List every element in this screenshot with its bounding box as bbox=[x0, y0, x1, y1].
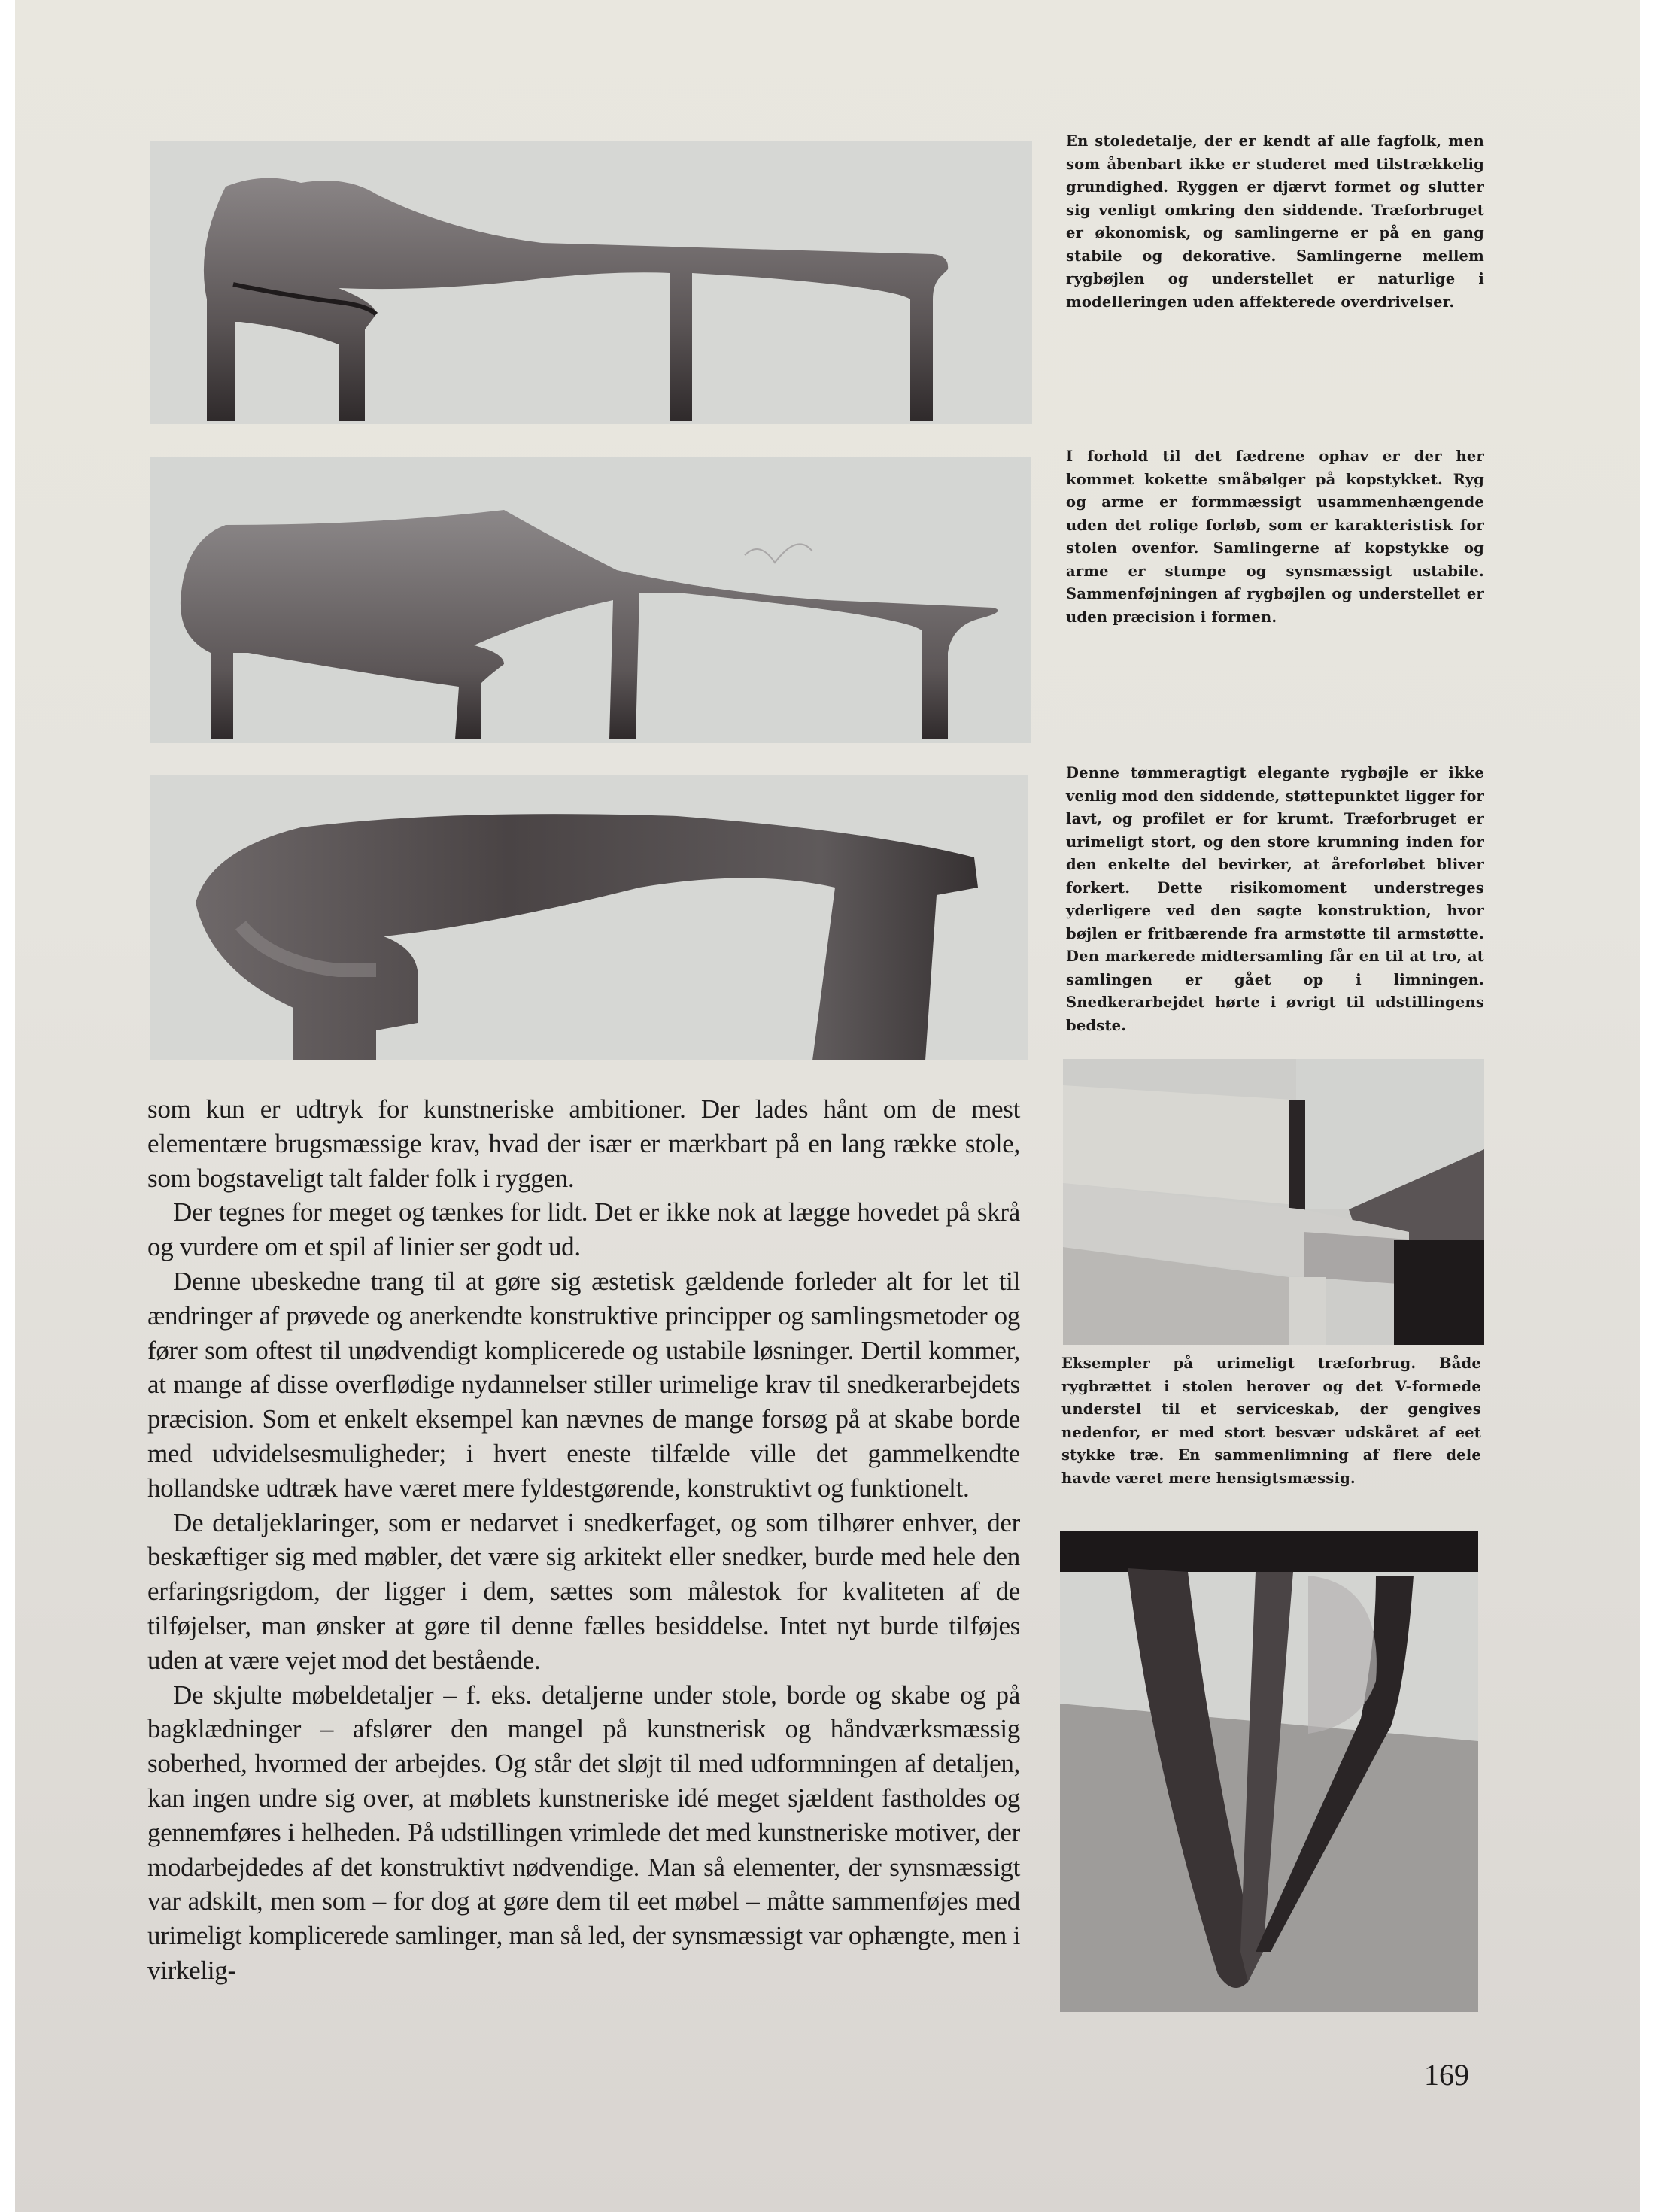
figure-caption-4: Eksempler på urimeligt træforbrug. Både rygbrættet i stolen herover og det V-formede understel til et serviceskab, der gengives nedenfor, er med stort besvær udskåret af eet stykke træ. En sammenlimning af flere dele havde været mere hensigtsmæssig. bbox=[1061, 1355, 1481, 1487]
figure-caption-1: En stoledetalje, der er kendt af alle fagfolk, men som åbenbart ikke er studeret med tilstrækkelig grundighed. Ryggen er djærvt formet og slutter sig venligt omkring den siddende. Træforbruget er økonomisk, og samlingerne er på en gang stabile og dekorative. Samlingerne mellem rygbøjlen og understellet er naturlige i modelleringen uden affekterede overdrivelser. bbox=[1066, 132, 1484, 311]
body-paragraph: Der tegnes for meget og tænkes for lidt. Det er ikke nok at lægge hovedet på skrå og vurdere om et spil af linier ser godt ud. bbox=[147, 1197, 1020, 1262]
backboard-joint-photo bbox=[1063, 1059, 1484, 1345]
v-shaped-base-photo bbox=[1060, 1531, 1478, 2012]
body-text bbox=[147, 1092, 1020, 1988]
figure-caption-3: Denne tømmeragtigt elegante rygbøjle er ikke venlig mod den siddende, støttepunktet ligger for lavt, og profilet er for krumt. Træforbruget er urimeligt stort, og den store krumning inden for den enkelte del bevirker, at åreforløbet bliver forkert. Dette risikomoment understreges yderligere ved den søgte konstruktion, hvor bøjlen er fritbærende fra armstøtte til armstøtte. Den markerede midtersamling får en til at tro, at samlingen er gået op i limningen. Snedkerarbejdet hørte i øvrigt til udstillingens bedste. bbox=[1066, 764, 1484, 1034]
chair-detail-photo-1 bbox=[150, 141, 1032, 424]
chair-backrest-illustration bbox=[150, 141, 1032, 424]
v-shaped-cabinet-base-illustration bbox=[1060, 1531, 1478, 2012]
body-paragraph: De detaljeklaringer, som er nedarvet i snedkerfaget, og som tilhører enhver, der beskæftiger sig med møbler, det være sig arkitekt eller snedker, burde med hele den erfaringsrigdom, der ligger i dem, sættes som målestok for kvaliteten af de tilføjelser, man ønsker at gøre til denne fælles besiddelse. Intet nyt burde tilføjes uden at være vejet mod det bestående. bbox=[147, 1507, 1020, 1675]
page-number: 169 bbox=[1424, 2058, 1469, 2092]
figure-caption-2: I forhold til det fædrene ophav er der her kommet kokette småbølger på kopstykket. Ryg og arme er formmæssigt usammenhængende uden det rolige forløb, som er karakteristisk for stolen ovenfor. Samlingerne af kopstykke og arme er stumpe og synsmæssigt ustabile. Sammenføjningen af rygbøjlen og understellet er uden præcision i formen. bbox=[1066, 448, 1484, 626]
body-paragraph: Denne ubeskedne trang til at gøre sig æstetisk gældende forleder alt for let til ændringer af prøvede og anerkendte konstruktive principper og samlingsmetoder og fører som oftest til unødvendigt komplicerede og ustabile løsninger. Dertil kommer, at mange af disse overflødige nydannelser stiller urimelige krav til snedkerarbejdets præcision. Som et enkelt eksempel kan nævnes de mange forsøg på at skabe borde med udvidelsesmuligheder; i hvert eneste tilfælde ville det gammelkendte hollandske udtræk have været mere fyldestgørende, konstruktivt og funktionelt. bbox=[147, 1266, 1020, 1503]
chair-curved-back-rail-illustration bbox=[150, 775, 1028, 1060]
chair-wavy-top-rail-illustration bbox=[150, 457, 1031, 743]
book-page bbox=[15, 0, 1640, 2212]
chair-detail-photo-3 bbox=[150, 775, 1028, 1060]
chair-detail-photo-2 bbox=[150, 457, 1031, 743]
body-paragraph: De skjulte møbeldetaljer – f. eks. detaljerne under stole, borde og skabe og på bagklædninger – afslører den mangel på kunstnerisk og håndværksmæssig soberhed, hvormed der arbejdes. Og står det sløjt til med udformningen af detaljen, kan ingen undre sig over, at møblets kunstneriske idé meget sjældent fastholdes og gennemføres i helheden. På udstillingen vrimlede det med kunstneriske motiver, der modarbejdedes af det konstruktivt nødvendige. Man så elementer, der synsmæssigt var adskilt, men som – for dog at gøre dem til eet møbel – måtte sammenføjes med urimeligt komplicerede samlinger, man så led, der synsmæssigt var ophængte, men i virkelig- bbox=[147, 1679, 1020, 1985]
backboard-joint-illustration bbox=[1063, 1059, 1484, 1345]
body-paragraph: som kun er udtryk for kunstneriske ambitioner. Der lades hånt om de mest elementære brugsmæssige krav, hvad der især er mærkbart på en lang række stole, som bogstaveligt talt falder folk i ryggen. bbox=[147, 1094, 1020, 1193]
